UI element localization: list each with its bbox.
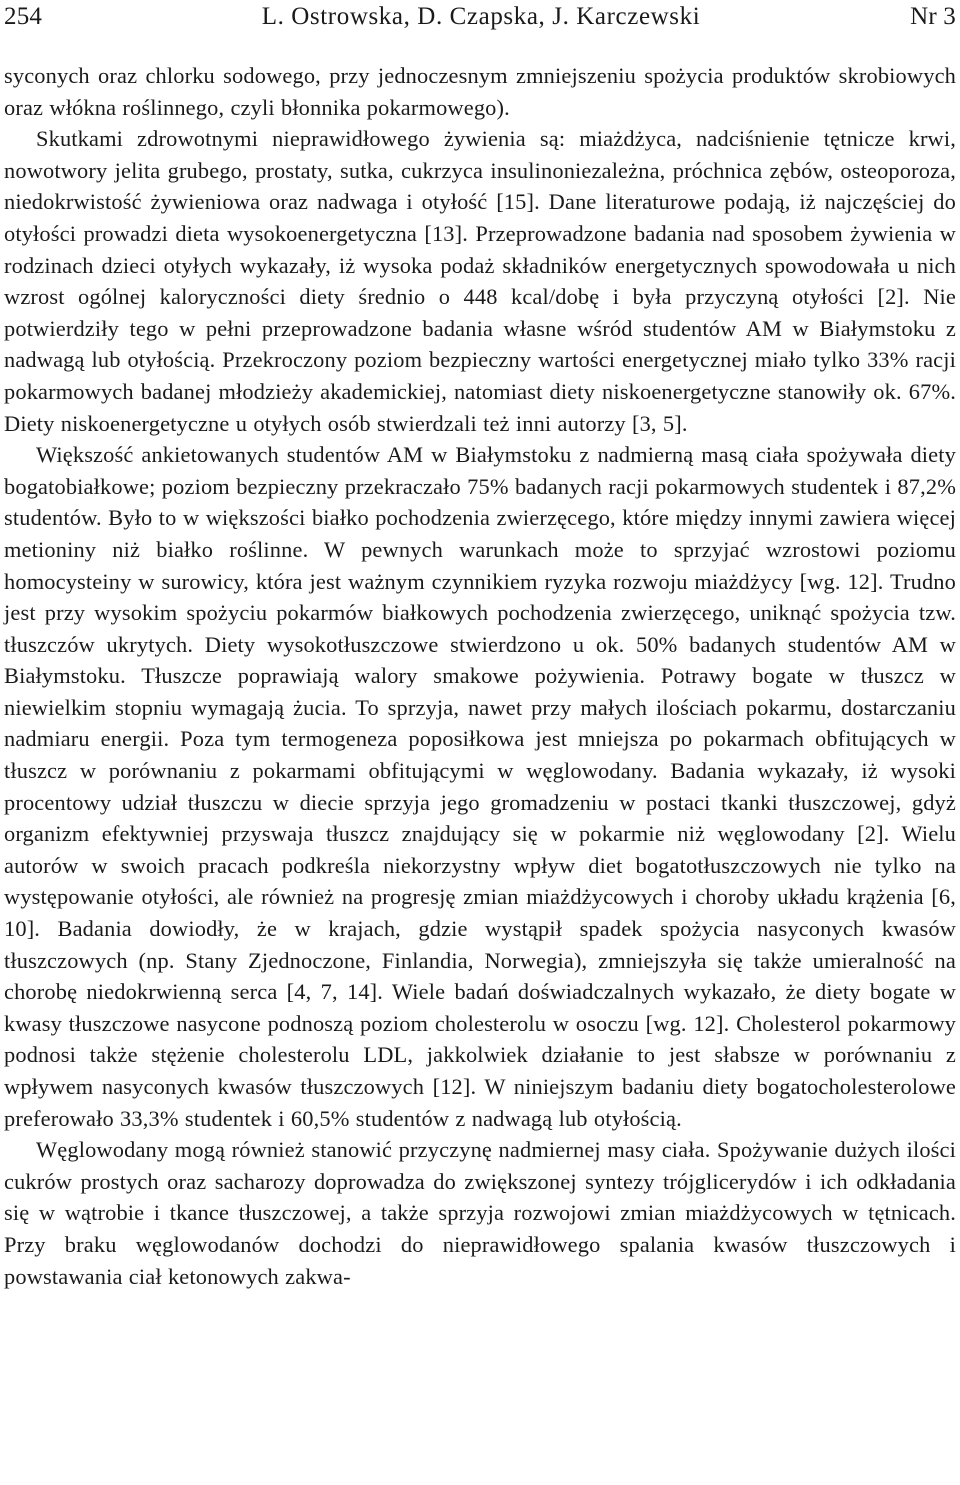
paragraph-protein-fat-diets: Większość ankietowanych studentów AM w Białymstoku z nadmierną masą ciała spożywała diety bogatobiałkowe; poziom bezpieczny przekraczało 75% badanych racji pokarmowych studentek i 87,2% studentów. Było to w większości białko pochodzenia zwierzęcego, które między innymi zawiera więcej metioniny niż białko roślinne. W pewnych warunkach może to sprzyjać wzrostowi poziomu homocysteiny w surowicy, która jest ważnym czynnikiem ryzyka rozwoju miażdżycy [wg. 12]. Trudno jest przy wysokim spożyciu pokarmów białkowych pochodzenia zwierzęcego, uniknąć spożycia tzw. tłuszczów ukrytych. Diety wysokotłuszczowe stwierdzono u ok. 50% badanych studentów AM w Białymstoku. Tłuszcze poprawiają walory smakowe pożywienia. Potrawy bogate w tłuszcz w niewielkim stopniu wymagają żucia. To sprzyja, nawet przy małych ilościach pokarmu, dostarczaniu nadmiaru energii. Poza tym termogeneza poposiłkowa jest mniejsza po pokarmach obfitujących w tłuszcz w porównaniu z pokarmami obfitującymi w węglowodany. Badania wykazały, iż wysoki procentowy udział tłuszczu w diecie sprzyja jego gromadzeniu w postaci tkanki tłuszczowej, gdyż organizm efektywniej przyswaja tłuszcz znajdujący się w pokarmie niż węglowodany [2]. Wielu autorów w swoich pracach podkreśla niekorzystny wpływ diet bogatotłuszczowych nie tylko na występowanie otyłości, ale również na progresję zmian miażdżycowych i choroby układu krążenia [6, 10]. Badania dowiodły, że w krajach, gdzie wystąpił spadek spożycia nasyconych kwasów tłuszczowych (np. Stany Zjednoczone, Finlandia, Norwegia), zmniejszyła się także umieralność na chorobę niedokrwienną serca [4, 7, 14]. Wiele badań doświadczalnych wykazało, że diety bogate w kwasy tłuszczowe nasycone podnoszą poziom cholesterolu w osoczu [wg. 12]. Cholesterol pokarmowy podnosi także stężenie cholesterolu LDL, jakkolwiek działanie to jest słabsze w porównaniu z wpływem nasyconych kwasów tłuszczowych [12]. W niniejszym badaniu diety bogatocholesterolowe preferowało 33,3% studentek i 60,5% studentów z nadwagą lub otyłością. xyxy=(4,442,956,1131)
paragraph-continuation: syconych oraz chlorku sodowego, przy jednoczesnym zmniejszeniu spożycia produktów skrobiowych oraz włókna roślinnego, czyli błonnika pokarmowego). xyxy=(4,63,956,120)
running-header-authors: L. Ostrowska, D. Czapska, J. Karczewski xyxy=(261,3,701,30)
paragraph-carbohydrates: Węglowodany mogą również stanowić przyczynę nadmiernej masy ciała. Spożywanie dużych ilości cukrów prostych oraz sacharozy doprowadza do zwiększonej syntezy trójglicerydów i ich odkładania się w wątrobie i tkance tłuszczowej, a także sprzyja rozwojowi zmian miażdżycowych w tętnicach. Przy braku węglowodanów dochodzi do nieprawidłowego spalania kwasów tłuszczowych i powstawania ciał ketonowych zakwa- xyxy=(4,1137,956,1289)
body-text xyxy=(4,60,956,1292)
page-number: 254 xyxy=(4,3,43,30)
issue-number: Nr 3 xyxy=(910,3,956,30)
running-header xyxy=(4,0,958,44)
paragraph-health-effects: Skutkami zdrowotnymi nieprawidłowego żywienia są: miażdżyca, nadciśnienie tętnicze krwi, nowotwory jelita grubego, prostaty, sutka, cukrzyca insulinoniezależna, próchnica zębów, osteoporoza, niedokrwistość żywieniowa oraz nadwaga i otyłość [15]. Dane literaturowe podają, iż najczęściej do otyłości prowadzi dieta wysokoenergetyczna [13]. Przeprowadzone badania nad sposobem żywienia w rodzinach dzieci otyłych wykazały, iż wysoka podaż składników energetycznych spowodowała u nich wzrost ogólnej kaloryczności diety średnio o 448 kcal/dobę i była przyczyną otyłości [2]. Nie potwierdziły tego w pełni przeprowadzone badania własne wśród studentów AM w Białymstoku z nadwagą lub otyłością. Przekroczony poziom bezpieczny wartości energetycznej miało tylko 33% racji pokarmowych badanej młodzieży akademickiej, natomiast diety niskoenergetyczne stanowiły ok. 67%. Diety niskoenergetyczne u otyłych osób stwierdzali też inni autorzy [3, 5]. xyxy=(4,126,956,436)
